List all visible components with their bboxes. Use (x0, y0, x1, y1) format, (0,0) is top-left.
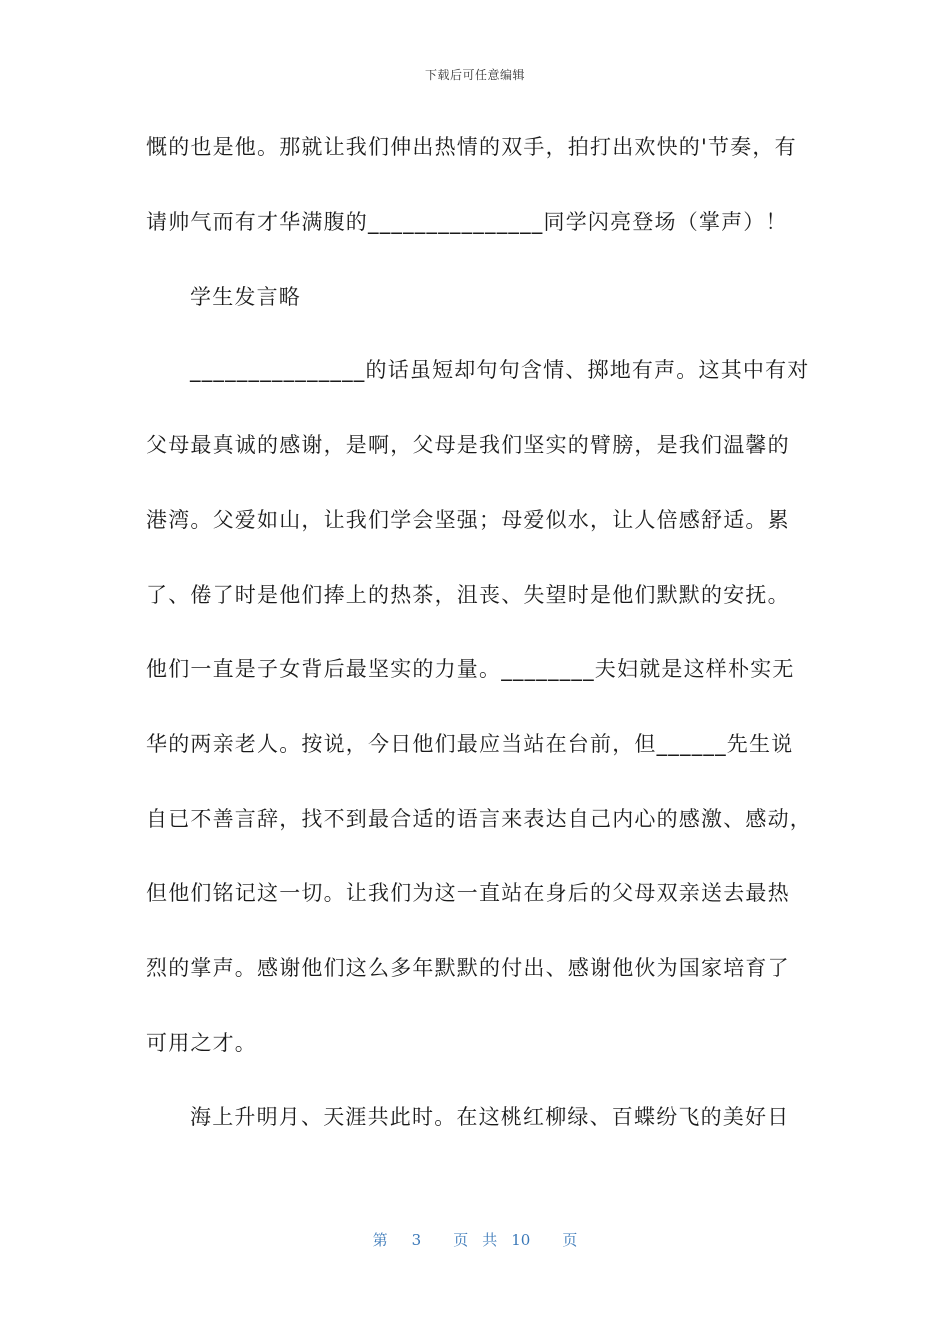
paragraph-line: 慨的也是他。那就让我们伸出热情的双手，拍打出欢快的'节奏，有 (146, 135, 797, 159)
paragraph-line: 港湾。父爱如山，让我们学会坚强；母爱似水，让人倍感舒适。累 (146, 508, 790, 532)
footer-total-unit: 页 (562, 1231, 578, 1249)
paragraph-line: 自已不善言辞，找不到最合适的语言来表达自己内心的感激、感动， (146, 807, 812, 831)
paragraph-line: 烈的掌声。感谢他们这么多年默默的付出、感谢他伙为国家培育了 (146, 956, 790, 980)
paragraph-line: 学生发言略 (190, 285, 301, 309)
paragraph-line: _______________的话虽短却句句含情、掷地有声。这其中有对 (190, 358, 810, 382)
footer-total-word: 共 (482, 1231, 498, 1249)
footer-page-word: 第 (372, 1231, 388, 1249)
footer-total-pages: 10 (511, 1231, 531, 1249)
paragraph-line: 海上升明月、天涯共此时。在这桃红柳绿、百蝶纷飞的美好日 (190, 1105, 790, 1129)
page-footer (0, 1229, 950, 1250)
paragraph-line: 请帅气而有才华满腹的_______________同学闪亮登场（掌声）！ (146, 210, 788, 234)
footer-page-unit: 页 (453, 1231, 469, 1249)
paragraph-line: 但他们铭记这一切。让我们为这一直站在身后的父母双亲送去最热 (146, 881, 790, 905)
footer-current-page: 3 (411, 1231, 422, 1249)
paragraph-line: 可用之才。 (146, 1031, 257, 1055)
paragraph-line: 华的两亲老人。按说，今日他们最应当站在台前，但______先生说 (146, 732, 794, 756)
paragraph-line: 父母最真诚的感谢，是啊，父母是我们坚实的臂膀，是我们温馨的 (146, 433, 790, 457)
header-note: 下载后可任意编辑 (424, 68, 525, 82)
paragraph-line: 他们一直是子女背后最坚实的力量。________夫妇就是这样朴实无 (146, 657, 795, 681)
paragraph-line: 了、倦了时是他们捧上的热茶，沮丧、失望时是他们默默的安抚。 (146, 583, 790, 607)
